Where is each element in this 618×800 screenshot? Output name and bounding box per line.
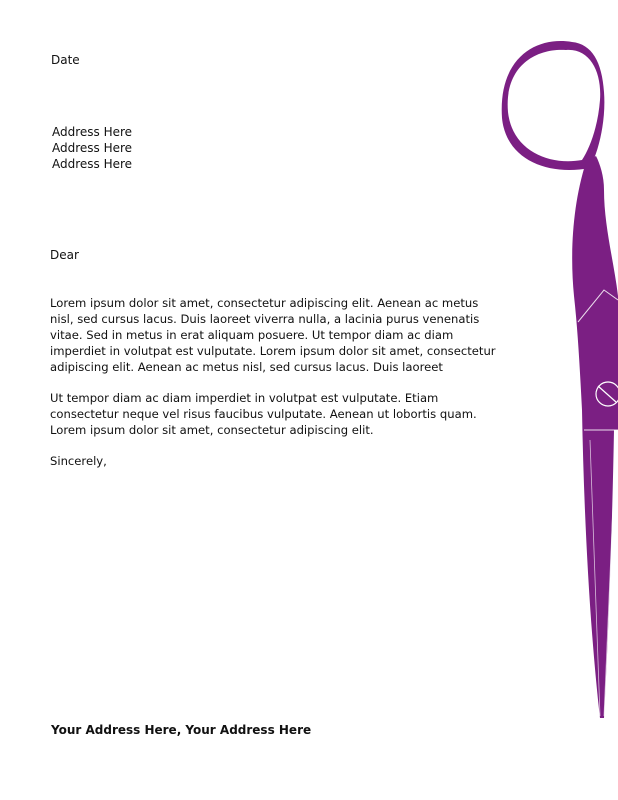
address-line: Address Here	[52, 141, 133, 155]
address-line: Address Here	[52, 125, 133, 139]
body-paragraph: Lorem ipsum dolor sit amet, consectetur adipiscing elit. Aenean ac metus nisl, sed cursus lacus. Duis laoreet viverra nulla, a lacinia purus venenatis vitae. Sed in metus in erat aliquam posuere. Ut tempor diam ac diam imperdiet in volutpat est vulputate. Lorem ipsum dolor sit amet, consectetur adipiscing elit. Aenean ac metus nisl, sed cursus lacus. Duis laoreet	[50, 296, 496, 374]
footer-address: Your Address Here, Your Address Here	[51, 723, 312, 737]
scissors-blade-left	[572, 156, 618, 718]
scissors-handle-ring	[502, 41, 605, 170]
salutation: Dear	[50, 248, 79, 262]
closing: Sincerely,	[50, 454, 107, 468]
recipient-address	[52, 124, 132, 172]
scissors-icon	[480, 20, 618, 740]
body-paragraph: Ut tempor diam ac diam imperdiet in volutpat est vulputate. Etiam consectetur neque vel risus faucibus vulputate. Aenean ut lobortis quam. Lorem ipsum dolor sit amet, consectetur adipiscing elit.	[50, 391, 477, 437]
date-field: Date	[51, 53, 80, 67]
letter-body	[50, 295, 496, 469]
address-line: Address Here	[52, 157, 133, 171]
